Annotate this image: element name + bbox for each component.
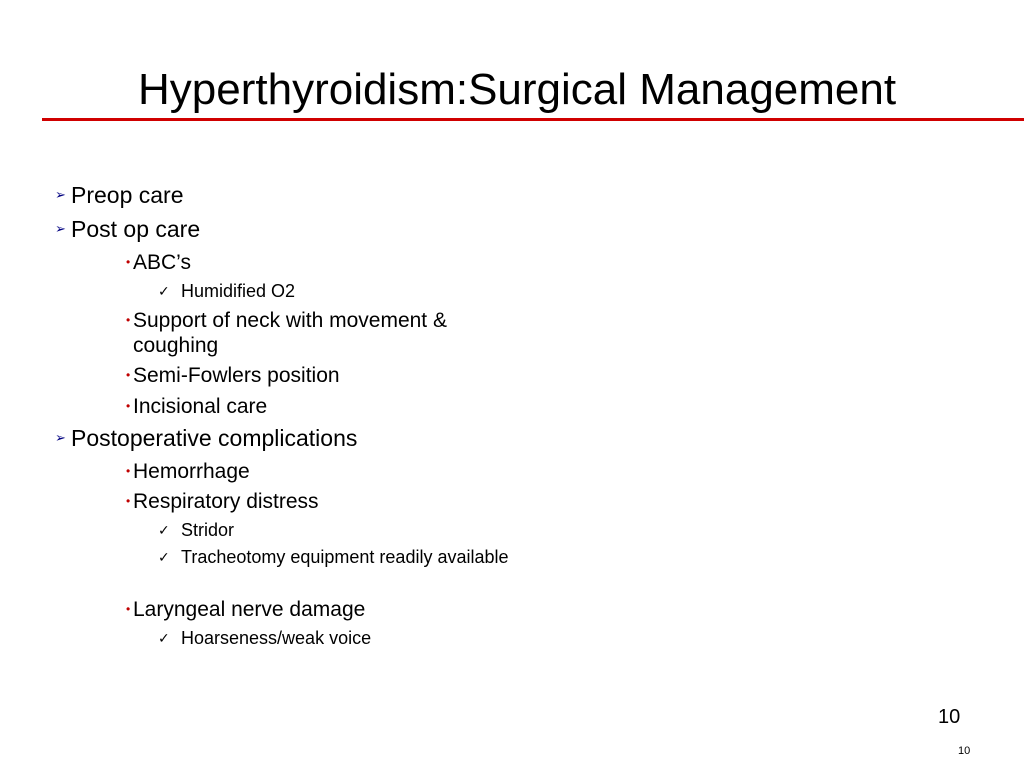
bullet-text: Respiratory distress [133, 490, 319, 513]
bullet-text: Hoarseness/weak voice [181, 628, 372, 648]
bullet-text: Humidified O2 [181, 281, 296, 301]
bullet-text: ABC’s [133, 251, 191, 274]
checkmark-icon: ✓ [158, 549, 170, 565]
checkmark-icon: ✓ [158, 522, 170, 538]
dot-bullet-icon: • [126, 399, 131, 413]
dot-bullet-icon: • [126, 313, 131, 327]
bullet-text: Laryngeal nerve damage [133, 598, 366, 621]
dot-bullet-icon: • [126, 494, 131, 508]
bullet-text: Incisional care [133, 395, 268, 418]
footer-page-number: 10 [958, 745, 971, 757]
checkmark-icon: ✓ [158, 630, 170, 646]
dot-bullet-icon: • [126, 464, 131, 478]
bullet-text: Preop care [71, 182, 184, 208]
dot-bullet-icon: • [126, 602, 131, 616]
bullet-text: Tracheotomy equipment readily available [181, 547, 509, 567]
dot-bullet-icon: • [126, 368, 131, 382]
bullet-text: Post op care [71, 216, 201, 242]
bullet-text: Support of neck with movement & coughing [133, 309, 447, 357]
bullet-text: Hemorrhage [133, 460, 250, 483]
checkmark-icon: ✓ [158, 283, 170, 299]
arrow-bullet-icon: ➢ [55, 187, 66, 202]
arrow-bullet-icon: ➢ [55, 430, 66, 445]
dot-bullet-icon: • [126, 255, 131, 269]
bullet-text: Semi-Fowlers position [133, 364, 340, 387]
slide-title: Hyperthyroidism:Surgical Management [138, 65, 897, 114]
arrow-bullet-icon: ➢ [55, 221, 66, 236]
bullet-text: Postoperative complications [71, 425, 358, 451]
bullet-text: Stridor [181, 520, 235, 540]
slide-number: 10 [938, 706, 961, 728]
